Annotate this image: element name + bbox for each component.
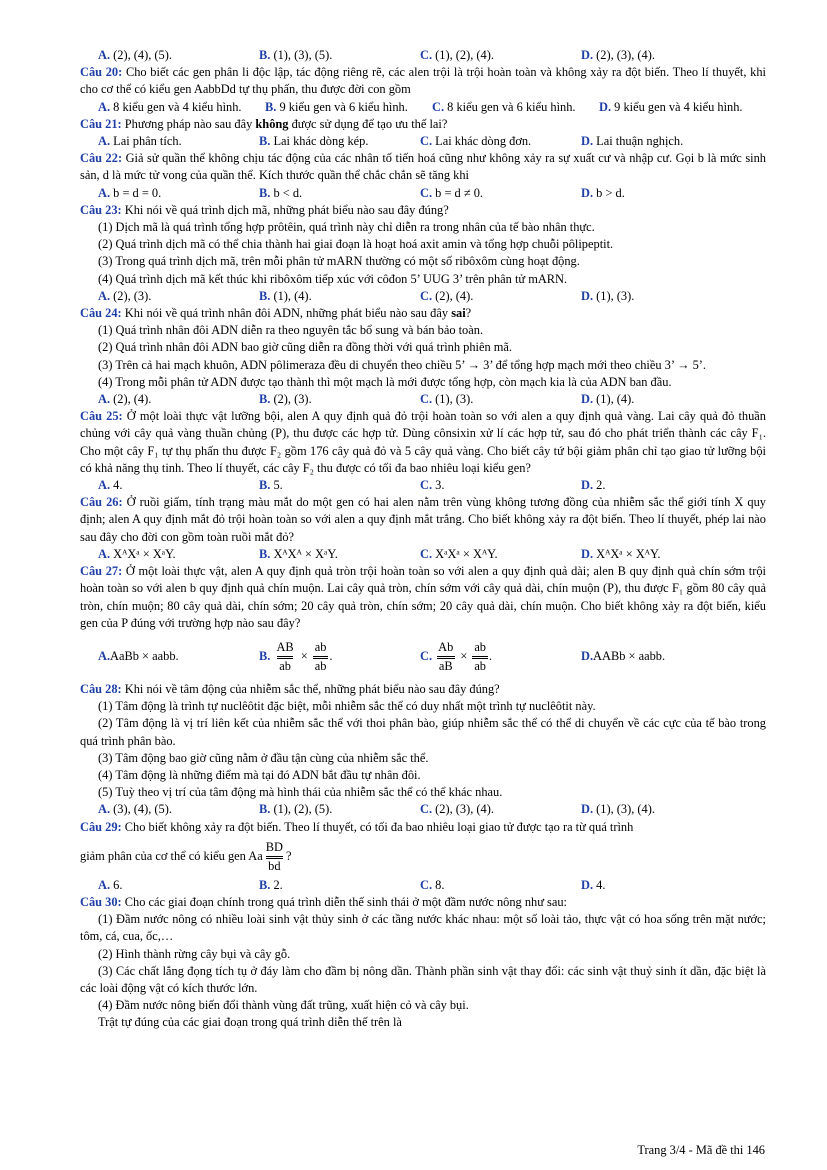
q28-statement: (2) Tâm động là vị trí liên kết của nhiễm sắc thể với thoi phân bào, giúp nhiễm sắc thể có thể di chuyển về các cực của tế bào trong quá trình phân bào. [80,716,766,748]
q20-text: Cho biết các gen phân li độc lập, tác động riêng rẽ, các alen trội là trội hoàn toàn và không xảy ra đột biến. Theo lí thuyết, khi cho cơ thể có kiểu gen AabbDd tự thụ phấn, thu được đời con gồm [80,65,766,97]
q19-option-d-letter: D. [581,48,594,62]
q24-statement: (3) Trên cả hai mạch khuôn, ADN pôlimeraza đều di chuyển theo chiều 5’ → 3’ để tổng hợp mạch mới theo chiều 3’ → 5’. [98,357,707,372]
q28-statement: (4) Tâm động là những điểm mà tại đó ADN bắt đầu tự nhân đôi. [98,767,421,782]
q23-text: Khi nói về quá trình dịch mã, những phát biểu nào sau đây đúng? [124,202,449,217]
q27-option-c-label: C. [420,648,433,663]
q24-option-b-letter: B. [259,392,271,407]
q28-statement: (3) Tâm động bao giờ cũng nằm ở đầu tận cùng của nhiễm sắc thể. [98,750,429,765]
page-footer: Trang 3/4 - Mã đề thi 146 [637,1143,765,1157]
q24-option-d[interactable]: D. (1), (4). [581,392,635,407]
q27-option-c-end: . [489,648,493,663]
q29-text: Cho biết không xảy ra đột biến. Theo lí thuyết, có tối đa bao nhiêu loại giao tử được tạo ra từ quá trình [124,819,634,834]
q29-label: Câu 29: [80,819,122,834]
q27-option-a-letter: A. [98,648,111,663]
q27-option-c-genotype-1 [436,638,455,675]
q26-option-c[interactable]: C. XᵃXᵃ × XᴬY. [420,546,498,561]
q23-option-c-letter: C. [420,288,433,303]
q27-option-b-label: B. [259,648,271,663]
q21-option-a[interactable]: A. Lai phân tích. [98,134,182,149]
q24-option-d-letter: D. [581,392,594,407]
q30-statement: (2) Hình thành rừng cây bụi và cây gỗ. [98,946,291,961]
q24-label: Câu 24: [80,306,122,321]
q20-option-b[interactable]: B. 9 kiểu gen và 6 kiểu hình. [265,99,408,114]
q19-option-a[interactable]: A. (2), (4), (5). [98,48,172,62]
q27-question [80,563,766,632]
q19-option-b[interactable]: B. (1), (3), (5). [259,48,333,62]
q23-statement: (2) Quá trình dịch mã có thể chia thành hai giai đoạn là hoạt hoá axit amin và tổng hợp chuỗi pôlipeptit. [98,237,614,252]
q27-option-c-genotype-2-numerator: ab [474,639,487,654]
q22-text: Giả sử quần thể không chịu tác động của các nhân tố tiến hoá cũng như không xảy ra sự xuất cư và nhập cư. Gọi b là mức sinh sản, d là mức tử vong của quần thể. Kích thước quần thể chắc chắn sẽ tăng khi [80,151,766,183]
q29-genotype-fraction [264,838,285,875]
q21-option-d[interactable]: D. Lai thuận nghịch. [581,134,684,149]
q19-option-b-letter: B. [259,48,271,62]
q28-statement: (5) Tuỳ theo vị trí của tâm động mà hình thái của nhiễm sắc thể có thể khác nhau. [98,785,503,800]
q30-text: Cho các giai đoạn chính trong quá trình diễn thế sinh thái ở một đầm nước nông như sau: [124,894,567,909]
q21-question [80,116,766,133]
q21-option-a-letter: A. [98,134,111,149]
q27-option-d-letter: D. [581,648,594,663]
q20-option-b-letter: B. [265,99,277,114]
q27-option-c[interactable] [420,638,581,675]
q29-option-d[interactable]: D. 4. [581,877,606,892]
q29-option-a-letter: A. [98,877,111,892]
q25-option-d[interactable]: D. 2. [581,478,606,493]
q21-option-d-letter: D. [581,134,594,149]
q27-option-c-genotype-1-numerator: Ab [438,639,454,654]
q25-question [80,408,766,477]
q20-option-c[interactable]: C. 8 kiểu gen và 6 kiểu hình. [432,99,576,114]
q22-option-a-letter: A. [98,185,111,200]
q25-option-b-letter: B. [259,478,271,493]
q24-emphasis: sai [451,306,466,321]
q26-label: Câu 26: [80,495,123,510]
q22-options [80,185,766,202]
q25-option-c-letter: C. [420,478,433,493]
q24-option-a[interactable]: A. (2), (4). [98,392,152,407]
q29-options [80,877,766,894]
q26-options [80,546,766,563]
q23-options [80,288,766,305]
q24-statement: (4) Trong mỗi phân tử ADN được tạo thành thì một mạch là mới được tổng hợp, còn mạch kia là của ADN ban đầu. [98,374,672,389]
q26-text: Ở ruồi giấm, tính trạng màu mắt do một gen có hai alen nằm trên vùng không tương đồng của nhiễm sắc thể giới tính X quy định; alen A quy định mắt đỏ trội hoàn toàn so với alen a quy định mắt trắng. Cho biết không xảy ra đột biến. Theo lí thuyết, phép lai nào sau đây cho đời con gồm toàn ruồi mắt đỏ? [80,495,766,544]
q24-option-a-letter: A. [98,392,111,407]
q27-option-a[interactable]: A. AaBb × aabb. [98,648,259,665]
q25-option-b[interactable]: B. 5. [259,478,283,493]
q27-option-c-genotype-2 [472,638,488,675]
q20-option-d-letter: D. [599,99,612,114]
q22-option-d[interactable]: D. b > d. [581,185,625,200]
q22-option-a[interactable]: A. b = d = 0. [98,185,162,200]
q23-option-a[interactable]: A. (2), (3). [98,288,152,303]
q29-text-end: ? [285,848,292,863]
q27-option-b-genotype-1 [274,638,295,675]
q23-question [80,202,766,219]
q28-option-b-letter: B. [259,802,271,817]
q22-option-b[interactable]: B. b < d. [259,185,303,200]
q29-option-b-letter: B. [259,877,271,892]
q19-option-d[interactable]: D. (2), (3), (4). [581,48,655,62]
q20-question [80,64,766,98]
q27-option-c-genotype-2-denominator: ab [472,656,488,675]
q26-option-d[interactable]: D. XᴬXᵃ × XᴬY. [581,546,661,561]
q25-label: Câu 25: [80,409,123,424]
exam-content [80,47,766,1032]
q21-option-c-letter: C. [420,134,433,149]
q21-emphasis: không [255,116,289,131]
q27-option-b-genotype-1-numerator: AB [276,639,294,654]
q21-option-b[interactable]: B. Lai khác dòng kép. [259,134,369,149]
q27-option-b-genotype-1-denominator: ab [277,656,293,675]
q24-statement: (1) Quá trình nhân đôi ADN diễn ra theo nguyên tắc bổ sung và bán bảo toàn. [98,323,484,338]
q25-options [80,477,766,494]
q29-text-2: giảm phân của cơ thể có kiểu gen Aa [80,848,263,863]
q23-option-b-letter: B. [259,288,271,303]
q30-label: Câu 30: [80,894,122,909]
q22-option-c[interactable]: C. b = d ≠ 0. [420,185,484,200]
q25-option-a-letter: A. [98,478,111,493]
q24-option-c[interactable]: C. (1), (3). [420,392,474,407]
q24-statement: (2) Quá trình nhân đôi ADN bao giờ cũng diễn ra đồng thời với quá trình phiên mã. [98,340,513,355]
q20-option-d[interactable]: D. 9 kiểu gen và 4 kiểu hình. [599,99,743,114]
q29-genotype-line [80,838,766,875]
q20-options [80,99,766,116]
q27-option-b-genotype-2 [313,638,329,675]
q22-option-b-letter: B. [259,185,271,200]
q29-genotype-fraction-denominator: bd [266,856,282,875]
q29-option-c[interactable]: C. 8. [420,877,445,892]
q24-text-end: ? [465,306,472,321]
q20-option-a-letter: A. [98,99,111,114]
q26-option-c-letter: C. [420,546,433,561]
q29-option-a[interactable]: A. 6. [98,877,123,892]
q25-option-a[interactable]: A. 4. [98,478,123,493]
q23-statement: (4) Quá trình dịch mã kết thúc khi ribôxôm tiếp xúc với côđon 5’ UUG 3’ trên phân tử mARN. [98,271,568,286]
q30-statement: (1) Đầm nước nông có nhiều loài sinh vật thủy sinh ở các tầng nước khác nhau: một số loài tảo, thực vật có hoa sống trên mặt nước; tôm, cá, cua, ốc,… [80,912,766,944]
q22-option-d-letter: D. [581,185,594,200]
q27-option-b-genotype-2-numerator: ab [314,639,327,654]
q25-option-c[interactable]: C. 3. [420,478,445,493]
q29-option-b[interactable]: B. 2. [259,877,283,892]
q26-option-d-letter: D. [581,546,594,561]
q28-option-d[interactable]: D. (1), (3), (4). [581,802,655,817]
q27-option-c-genotype-1-denominator: aB [437,656,455,675]
q20-option-c-letter: C. [432,99,445,114]
q24-option-b[interactable]: B. (2), (3). [259,392,312,407]
q20-option-a[interactable]: A. 8 kiểu gen và 4 kiểu hình. [98,99,242,114]
q21-text: Phương pháp nào sau đây [124,116,253,131]
q28-option-d-letter: D. [581,802,594,817]
q28-text: Khi nói về tâm động của nhiễm sắc thể, những phát biểu nào sau đây đúng? [124,681,500,696]
q26-option-b[interactable]: B. XᴬXᴬ × XᵃY. [259,546,338,561]
q24-option-c-letter: C. [420,392,433,407]
q27-option-c-times: × [460,648,468,663]
q29-question [80,819,766,836]
q21-label: Câu 21: [80,116,122,131]
q22-option-c-letter: C. [420,185,433,200]
q21-option-c[interactable]: C. Lai khác dòng đơn. [420,134,532,149]
q28-option-a[interactable]: A. (3), (4), (5). [98,802,172,817]
q22-question [80,150,766,184]
q29-genotype-fraction-numerator: BD [265,839,283,854]
q27-option-b[interactable] [259,638,420,675]
q28-option-c-letter: C. [420,802,433,817]
q27-option-b-times: × [300,648,308,663]
q19-options [80,47,766,64]
q23-option-d[interactable]: D. (1), (3). [581,288,635,303]
q20-label: Câu 20: [80,65,123,80]
q27-label: Câu 27: [80,564,123,579]
q25-text: Ở một loài thực vật lưỡng bội, alen A quy định quả đỏ trội hoàn toàn so với alen a quy định quả vàng. Lai cây quả đỏ thuần chủng với cây quả vàng thuần chủng (P), thu được các hợp tử. Dùng cônsixin xử lí các hợp tử, sau đó cho phát triển thành các cây F₁. Cho một cây F₁ tự thụ phấn thu được F₂ gồm 176 cây quả đỏ và 5 cây quả vàng. Cho biết cây tứ bội giảm phân chỉ tạo giao tử lưỡng bội có khả năng thụ tinh. Theo lí thuyết, các cây F₂ thu được có tối đa bao nhiêu loại kiểu gen? [80,409,767,475]
q28-option-b[interactable]: B. (1), (2), (5). [259,802,333,817]
q30-statement: Trật tự đúng của các giai đoạn trong quá trình diễn thế trên là [98,1015,402,1030]
q26-option-a-letter: A. [98,546,111,561]
q26-option-b-letter: B. [259,546,271,561]
q28-options [80,801,766,818]
q28-statement: (1) Tâm động là trình tự nuclêôtit đặc biệt, mỗi nhiễm sắc thể có duy nhất một trình tự nuclêôtit này. [98,699,596,714]
q29-option-d-letter: D. [581,877,594,892]
q24-text: Khi nói về quá trình nhân đôi ADN, những phát biểu nào sau đây [124,306,449,321]
q23-option-b[interactable]: B. (1), (4). [259,288,312,303]
q30-question [80,894,766,911]
q23-label: Câu 23: [80,202,122,217]
q30-statement: (4) Đầm nước nông biến đổi thành vùng đất trũng, xuất hiện cỏ và cây bụi. [98,998,469,1013]
q26-question [80,494,766,546]
q23-option-d-letter: D. [581,288,594,303]
q21-text-end: được sử dụng để tạo ưu thế lai? [291,116,448,131]
q26-option-a[interactable]: A. XᴬXᵃ × XᵃY. [98,546,176,561]
q23-statement: (1) Dịch mã là quá trình tổng hợp prôtêin, quá trình này chỉ diễn ra trong nhân của tế bào nhân thực. [98,220,595,235]
q22-label: Câu 22: [80,151,123,166]
q25-option-d-letter: D. [581,478,594,493]
q27-option-b-genotype-2-denominator: ab [313,656,329,675]
q27-option-b-end: . [329,648,333,663]
q28-label: Câu 28: [80,681,122,696]
q19-option-a-letter: A. [98,48,111,62]
q28-option-c[interactable]: C. (2), (3), (4). [420,802,494,817]
q30-statement: (3) Các chất lắng đọng tích tụ ở đáy làm cho đầm bị nông dần. Thành phần sinh vật thay đổi: các sinh vật thuỷ sinh ít dần, đặc biệt là các loài động vật có kích thước lớn. [80,963,766,995]
q28-question [80,681,766,698]
q27-options [80,638,766,675]
q19-option-c[interactable]: C. (1), (2), (4). [420,48,494,62]
q23-option-a-letter: A. [98,288,111,303]
q23-option-c[interactable]: C. (2), (4). [420,288,474,303]
q19-option-c-letter: C. [420,48,433,62]
q24-question [80,305,766,322]
q27-option-d[interactable]: D. AABb × aabb. [581,648,731,665]
q29-option-c-letter: C. [420,877,433,892]
q28-option-a-letter: A. [98,802,111,817]
q21-options [80,133,766,150]
q24-options [80,391,766,408]
q23-statement: (3) Trong quá trình dịch mã, trên mỗi phân tử mARN thường có một số ribôxôm cùng hoạt động. [98,254,580,269]
q21-option-b-letter: B. [259,134,271,149]
q27-text: Ở một loài thực vật, alen A quy định quả tròn trội hoàn toàn so với alen a quy định quả dài; alen B quy định quả chín sớm trội hoàn toàn so với alen b quy định quả chín muộn. Lai cây quả tròn, chín sớm với cây quả dài, chín muộn (P), thu được F₁ gồm 80 cây quả tròn, chín muộn; 80 cây quả dài, chín sớm; 20 cây quả tròn, chín sớm; 20 cây quả dài, chín muộn. Cho biết không xảy ra đột biến, kiểu gen của P đúng với trường hợp nào sau đây? [80,564,766,630]
